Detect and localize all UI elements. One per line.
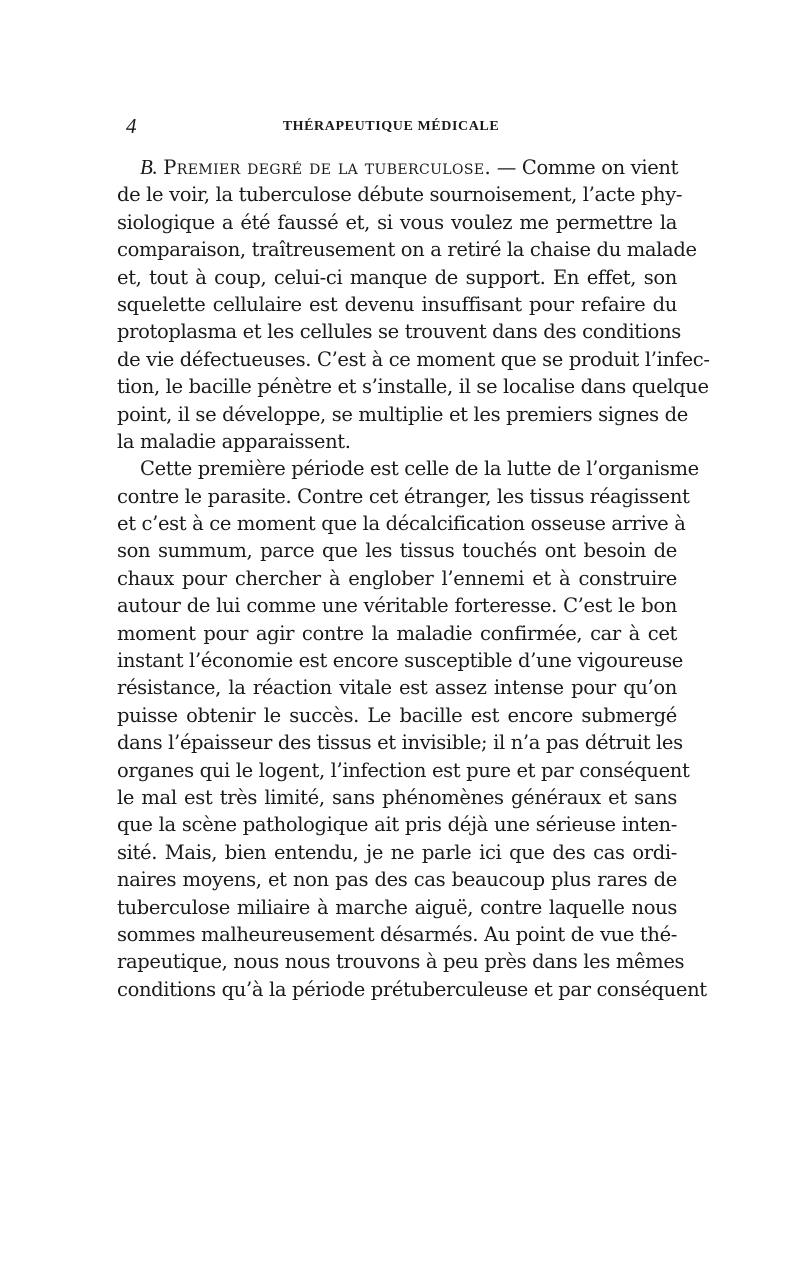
text-line: que la scène pathologique ait pris déjà une sérieuse inten- — [117, 813, 677, 837]
text-line: puisse obtenir le succès. Le bacille est encore submergé — [117, 703, 677, 727]
paragraph — [117, 455, 707, 1003]
text-line: instant l’économie est encore susceptible d’une vigoureuse — [117, 649, 683, 673]
text-line-content: — Comme on vient — [491, 156, 679, 179]
text-line — [117, 154, 677, 181]
text-line: contre le parasite. Contre cet étranger, les tissus réagissent — [117, 484, 690, 508]
text-line: de vie défectueuses. C’est à ce moment que se produit l’infec- — [117, 347, 710, 371]
text-line: naires moyens, et non pas des cas beaucoup plus rares de — [117, 868, 677, 892]
text-line: et, tout à coup, celui-ci manque de support. En effet, son — [117, 265, 677, 289]
text-line: conditions qu’à la période prétuberculeuse et par conséquent — [117, 977, 707, 1001]
text-line: le mal est très limité, sans phénomènes généraux et sans — [117, 785, 677, 809]
text-line: chaux pour chercher à englober l’ennemi et à construire — [117, 566, 677, 590]
page-number: 4 — [126, 114, 137, 138]
page-header — [126, 114, 686, 140]
text-line: moment pour agir contre la maladie confirmée, car à cet — [117, 621, 677, 645]
text-line: sommes malheureusement désarmés. Au point de vue thé- — [117, 922, 677, 946]
text-line: Cette première période est celle de la lutte de l’organisme — [140, 457, 699, 481]
text-line: résistance, la réaction vitale est assez intense pour qu’on — [117, 676, 677, 700]
body-text — [117, 154, 710, 1003]
text-line: sité. Mais, bien entendu, je ne parle ici que des cas ordi- — [117, 840, 677, 864]
text-line: autour de lui comme une véritable forteresse. C’est le bon — [117, 594, 677, 618]
text-line: squelette cellulaire est devenu insuffisant pour refaire du — [117, 292, 677, 316]
section-heading: Premier degré de la tuberculose. — [163, 156, 492, 179]
text-line: organes qui le logent, l’infection est pure et par conséquent — [117, 758, 690, 782]
text-line: siologique a été faussé et, si vous voulez me permettre la — [117, 210, 677, 234]
text-line: son summum, parce que les tissus touchés ont besoin de — [117, 539, 677, 563]
text-line: point, il se développe, se multiplie et les premiers signes de — [117, 402, 688, 426]
text-line: tuberculose miliaire à marche aiguë, contre laquelle nous — [117, 895, 677, 919]
text-line: protoplasma et les cellules se trouvent dans des conditions — [117, 320, 681, 344]
section-label: B. — [140, 155, 158, 179]
text-line: rapeutique, nous nous trouvons à peu près dans les mêmes — [117, 950, 685, 974]
text-line: de le voir, la tuberculose débute sournoisement, l’acte phy- — [117, 183, 683, 207]
text-line: tion, le bacille pénètre et s’installe, il se localise dans quelque — [117, 375, 709, 399]
text-line: la maladie apparaissent. — [117, 429, 351, 453]
text-line: et c’est à ce moment que la décalcification osseuse arrive à — [117, 512, 686, 536]
running-title: THÉRAPEUTIQUE MÉDICALE — [282, 119, 500, 134]
text-line: dans l’épaisseur des tissus et invisible; il n’a pas détruit les — [117, 731, 683, 755]
paragraph — [117, 154, 710, 455]
text-line: comparaison, traîtreusement on a retiré la chaise du malade — [117, 238, 697, 262]
